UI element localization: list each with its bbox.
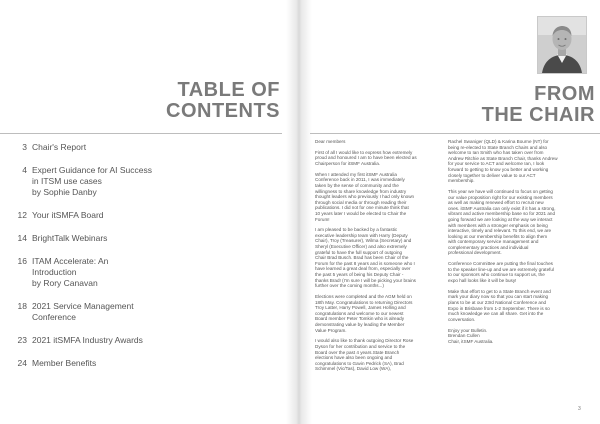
letter-line: I am pleased to be backed by a fantastic bbox=[315, 227, 398, 233]
letter-line: grateful to have the full support of outgoing bbox=[315, 249, 403, 255]
letter-line: publications. I did not for one minute think that bbox=[315, 205, 409, 211]
toc-entry-title bbox=[32, 335, 202, 346]
toc-page-number: 4 bbox=[22, 165, 27, 175]
page-number: 3 bbox=[578, 406, 581, 412]
letter-line: Chair), Troy (Treasurer), Wilma (Secretary) and bbox=[315, 238, 412, 244]
letter-line: mark your diary now so that you can start making bbox=[448, 294, 549, 300]
toc-entry-title bbox=[32, 256, 202, 289]
letter-line: as well as making renewed effort to recruit new bbox=[448, 200, 544, 206]
letter-line: ones. itSMF Australia can only exist if it has a strong, bbox=[448, 205, 556, 211]
toc-entry-title-line: 2021 Service Management bbox=[32, 301, 134, 311]
letter-line: looking at our membership benefits to align them bbox=[448, 233, 548, 239]
portrait-icon bbox=[538, 17, 586, 73]
letter-line: our value proposition right for our existing members bbox=[448, 194, 553, 200]
page-gutter bbox=[286, 0, 312, 424]
letter-line: When I attended my first itSMF Australia bbox=[315, 171, 397, 177]
letter-line: taken by the sense of community and the bbox=[315, 182, 399, 188]
toc-entry-title-line: by Rory Canavan bbox=[32, 278, 98, 288]
letter-line: being re-elected to State Branch Chairs and also bbox=[448, 144, 548, 150]
toc-entry-title bbox=[32, 301, 202, 323]
letter-line: thanks Brad! (I'm sure I will be picking your brains bbox=[315, 277, 416, 283]
letter-line: with contemporary service management and bbox=[448, 239, 539, 245]
toc-entry-title-line: Member Benefits bbox=[32, 358, 97, 368]
letter-line: forward to getting to know you better and working bbox=[448, 166, 549, 172]
toc-heading-line-2: CONTENTS bbox=[166, 100, 280, 122]
letter-line: the past 5 years of being his Deputy Chair - bbox=[315, 272, 404, 278]
letter-line: congratulations to Gavin Pedrick (SA), Brad bbox=[315, 360, 404, 366]
letter-line: to our sponsors who continue to support us, the bbox=[448, 272, 545, 278]
letter-line: Conference Committee are putting the final touches bbox=[448, 261, 553, 267]
toc-page-number: 12 bbox=[17, 210, 27, 220]
letter-line: proud and honoured I am to have been elected as bbox=[315, 155, 417, 161]
toc-entry-title-line: Chair's Report bbox=[32, 142, 87, 152]
letter-line: Chairperson for itSMF Australia. bbox=[315, 160, 381, 166]
letter-line: plans to be at our 23rd National Conference and bbox=[448, 300, 547, 305]
letter-line: Expo in Brisbane from 1-2 September. There is so bbox=[448, 305, 550, 311]
letter-paragraph bbox=[448, 261, 572, 283]
letter-line: expo hall looks like it will be busy! bbox=[448, 278, 517, 284]
toc-entry-title-line: Expert Guidance for AI Success bbox=[32, 165, 153, 175]
letter-line: Troy Latter, Harry Powell, James Holling and bbox=[315, 305, 406, 311]
letter-line: Forum! bbox=[315, 216, 330, 222]
letter-line: membership. bbox=[448, 178, 475, 184]
letter-line: Enjoy your Bulletin. bbox=[448, 327, 488, 333]
chair-heading-line-1: FROM bbox=[534, 83, 595, 105]
toc-entry-title-line: 2021 itSMFA Industry Awards bbox=[32, 335, 143, 345]
letter-line: Dear members bbox=[315, 139, 346, 144]
toc-entry-title-line: Your itSMFA Board bbox=[32, 210, 104, 220]
toc-page-number: 3 bbox=[22, 142, 27, 152]
letter-line: professional development. bbox=[448, 250, 502, 256]
toc-entry-title-line: by Sophie Danby bbox=[32, 187, 97, 197]
letter-line: Conference back in 2011, I was immediately bbox=[315, 177, 405, 183]
toc-entry-title bbox=[32, 210, 202, 221]
chair-heading-line-2: THE CHAIR bbox=[481, 104, 595, 126]
letter-line: thought leaders who previously I had only known bbox=[315, 194, 415, 200]
letter-line: 18th May. Congratulations to returning Directors bbox=[315, 299, 413, 305]
letter-line: vibrant and active membership base so for 2021 and bbox=[448, 211, 555, 217]
toc-entry-title bbox=[32, 233, 202, 244]
letter-line: Forum for the past 8 years and is someone who I bbox=[315, 260, 415, 266]
chair-letter-column-1 bbox=[315, 139, 439, 377]
toc-entry[interactable] bbox=[8, 165, 198, 198]
letter-line: congratulations and welcome to our newest bbox=[315, 310, 404, 316]
toc-entry[interactable] bbox=[8, 233, 198, 244]
toc-entry-title-line: ITAM Accelerate: An bbox=[32, 256, 109, 266]
chair-letter-column-2 bbox=[448, 139, 572, 350]
letter-line: going forward we are looking at the way we interact bbox=[448, 216, 553, 222]
letter-line: Rachel Swaniger (QLD) & Karina Bourne (NT) for bbox=[448, 139, 549, 144]
letter-paragraph bbox=[315, 172, 439, 222]
letter-line: demonstrating value by leading the Member bbox=[315, 321, 405, 327]
letter-line: Elections were completed and the AGM held on bbox=[315, 294, 412, 299]
letter-line: This year we have will continued to focus on getting bbox=[448, 188, 553, 194]
toc-entry[interactable] bbox=[8, 301, 198, 323]
letter-line: interactive, timely and relevant. To this end, we are bbox=[448, 228, 552, 234]
toc-entry-title-line: in ITSM use cases bbox=[32, 176, 102, 186]
toc-entry[interactable] bbox=[8, 142, 198, 153]
letter-line: to the speaker line-up and we are extremely grateful bbox=[448, 266, 554, 272]
letter-line: through social media or through reading their bbox=[315, 199, 407, 205]
letter-line: Chair, itSMF Australia. bbox=[448, 338, 494, 344]
toc-divider bbox=[0, 133, 282, 134]
letter-line: Brendan Cullen bbox=[448, 333, 480, 339]
letter-line: Chair Brad Busch. Brad has been Chair of the bbox=[315, 255, 409, 261]
letter-paragraph bbox=[448, 189, 572, 256]
toc-heading bbox=[40, 80, 280, 122]
letter-line: I would also like to thank outgoing Director Rose bbox=[315, 338, 414, 344]
toc-page-number: 16 bbox=[17, 256, 27, 266]
toc-page-number: 24 bbox=[17, 358, 27, 368]
letter-line: Make that effort to get to a State Branch event and bbox=[448, 288, 551, 294]
letter-line: with members with a stronger emphasis on being bbox=[448, 222, 548, 228]
letter-line: Board member Peter Tomkin who is already bbox=[315, 316, 405, 322]
letter-line: elections have also been ongoing and bbox=[315, 355, 393, 361]
letter-paragraph bbox=[315, 227, 439, 289]
toc-entry-title-line: Introduction bbox=[32, 267, 77, 277]
letter-paragraph bbox=[448, 139, 572, 184]
toc-page-number: 14 bbox=[17, 233, 27, 243]
toc-entry[interactable] bbox=[8, 210, 198, 221]
letter-line: have learned a great deal from, especially over bbox=[315, 266, 411, 272]
letter-line: closely together to deliver value to our ACT bbox=[448, 172, 536, 178]
toc-entry-title-line: BrightTalk Webinars bbox=[32, 233, 108, 243]
letter-paragraph bbox=[315, 150, 439, 167]
letter-line: Sheryl (Executive Officer) and also extremely bbox=[315, 244, 407, 250]
letter-line: willingness to share knowledge from industry bbox=[315, 188, 407, 194]
letter-line: Board over the past 4 years.State Branch bbox=[315, 349, 400, 355]
chair-divider bbox=[310, 133, 600, 134]
letter-paragraph bbox=[315, 139, 439, 145]
letter-paragraph bbox=[448, 289, 572, 323]
letter-line: executive leadership team with Harry (Deputy bbox=[315, 232, 408, 238]
chair-heading bbox=[470, 84, 595, 126]
letter-line: Dyson for her contribution and service to the bbox=[315, 343, 406, 349]
letter-line: Andrew Ritchie as State Branch Chair, thanks Andrew bbox=[448, 155, 558, 161]
toc-entry[interactable] bbox=[8, 358, 198, 369]
toc-page-number: 23 bbox=[17, 335, 27, 345]
letter-line: conversation. bbox=[448, 316, 476, 322]
letter-line: Value Program. bbox=[315, 327, 347, 333]
letter-line: further over the coming months...) bbox=[315, 283, 384, 289]
toc-heading-line-1: TABLE OF bbox=[177, 79, 280, 101]
toc-entry-title bbox=[32, 358, 202, 369]
toc-entry-title-line: Conference bbox=[32, 312, 76, 322]
letter-paragraph bbox=[315, 294, 439, 333]
letter-line: 10 years later I would be elected to Chair the bbox=[315, 210, 407, 216]
toc-page-number: 18 bbox=[17, 301, 27, 311]
letter-line: much knowledge we can all share. Get into the bbox=[448, 311, 544, 317]
letter-paragraph bbox=[448, 328, 572, 345]
toc-entry[interactable] bbox=[8, 335, 198, 346]
letter-line: welcome to Ian Smith who has taken over from bbox=[448, 150, 544, 156]
toc-entry[interactable] bbox=[8, 256, 198, 289]
letter-line: Schimmel (Vic/Tas), David Low (WA), bbox=[315, 366, 392, 372]
chair-portrait-photo bbox=[537, 16, 587, 74]
toc-entry-title bbox=[32, 142, 202, 153]
toc-entry-title bbox=[32, 165, 202, 198]
letter-paragraph bbox=[315, 338, 439, 372]
letter-line: First of all I would like to express how extremely bbox=[315, 149, 413, 155]
letter-line: complementary practices and individual bbox=[448, 244, 529, 250]
letter-line: for your service to ACT and welcome Ian, I look bbox=[448, 161, 545, 167]
